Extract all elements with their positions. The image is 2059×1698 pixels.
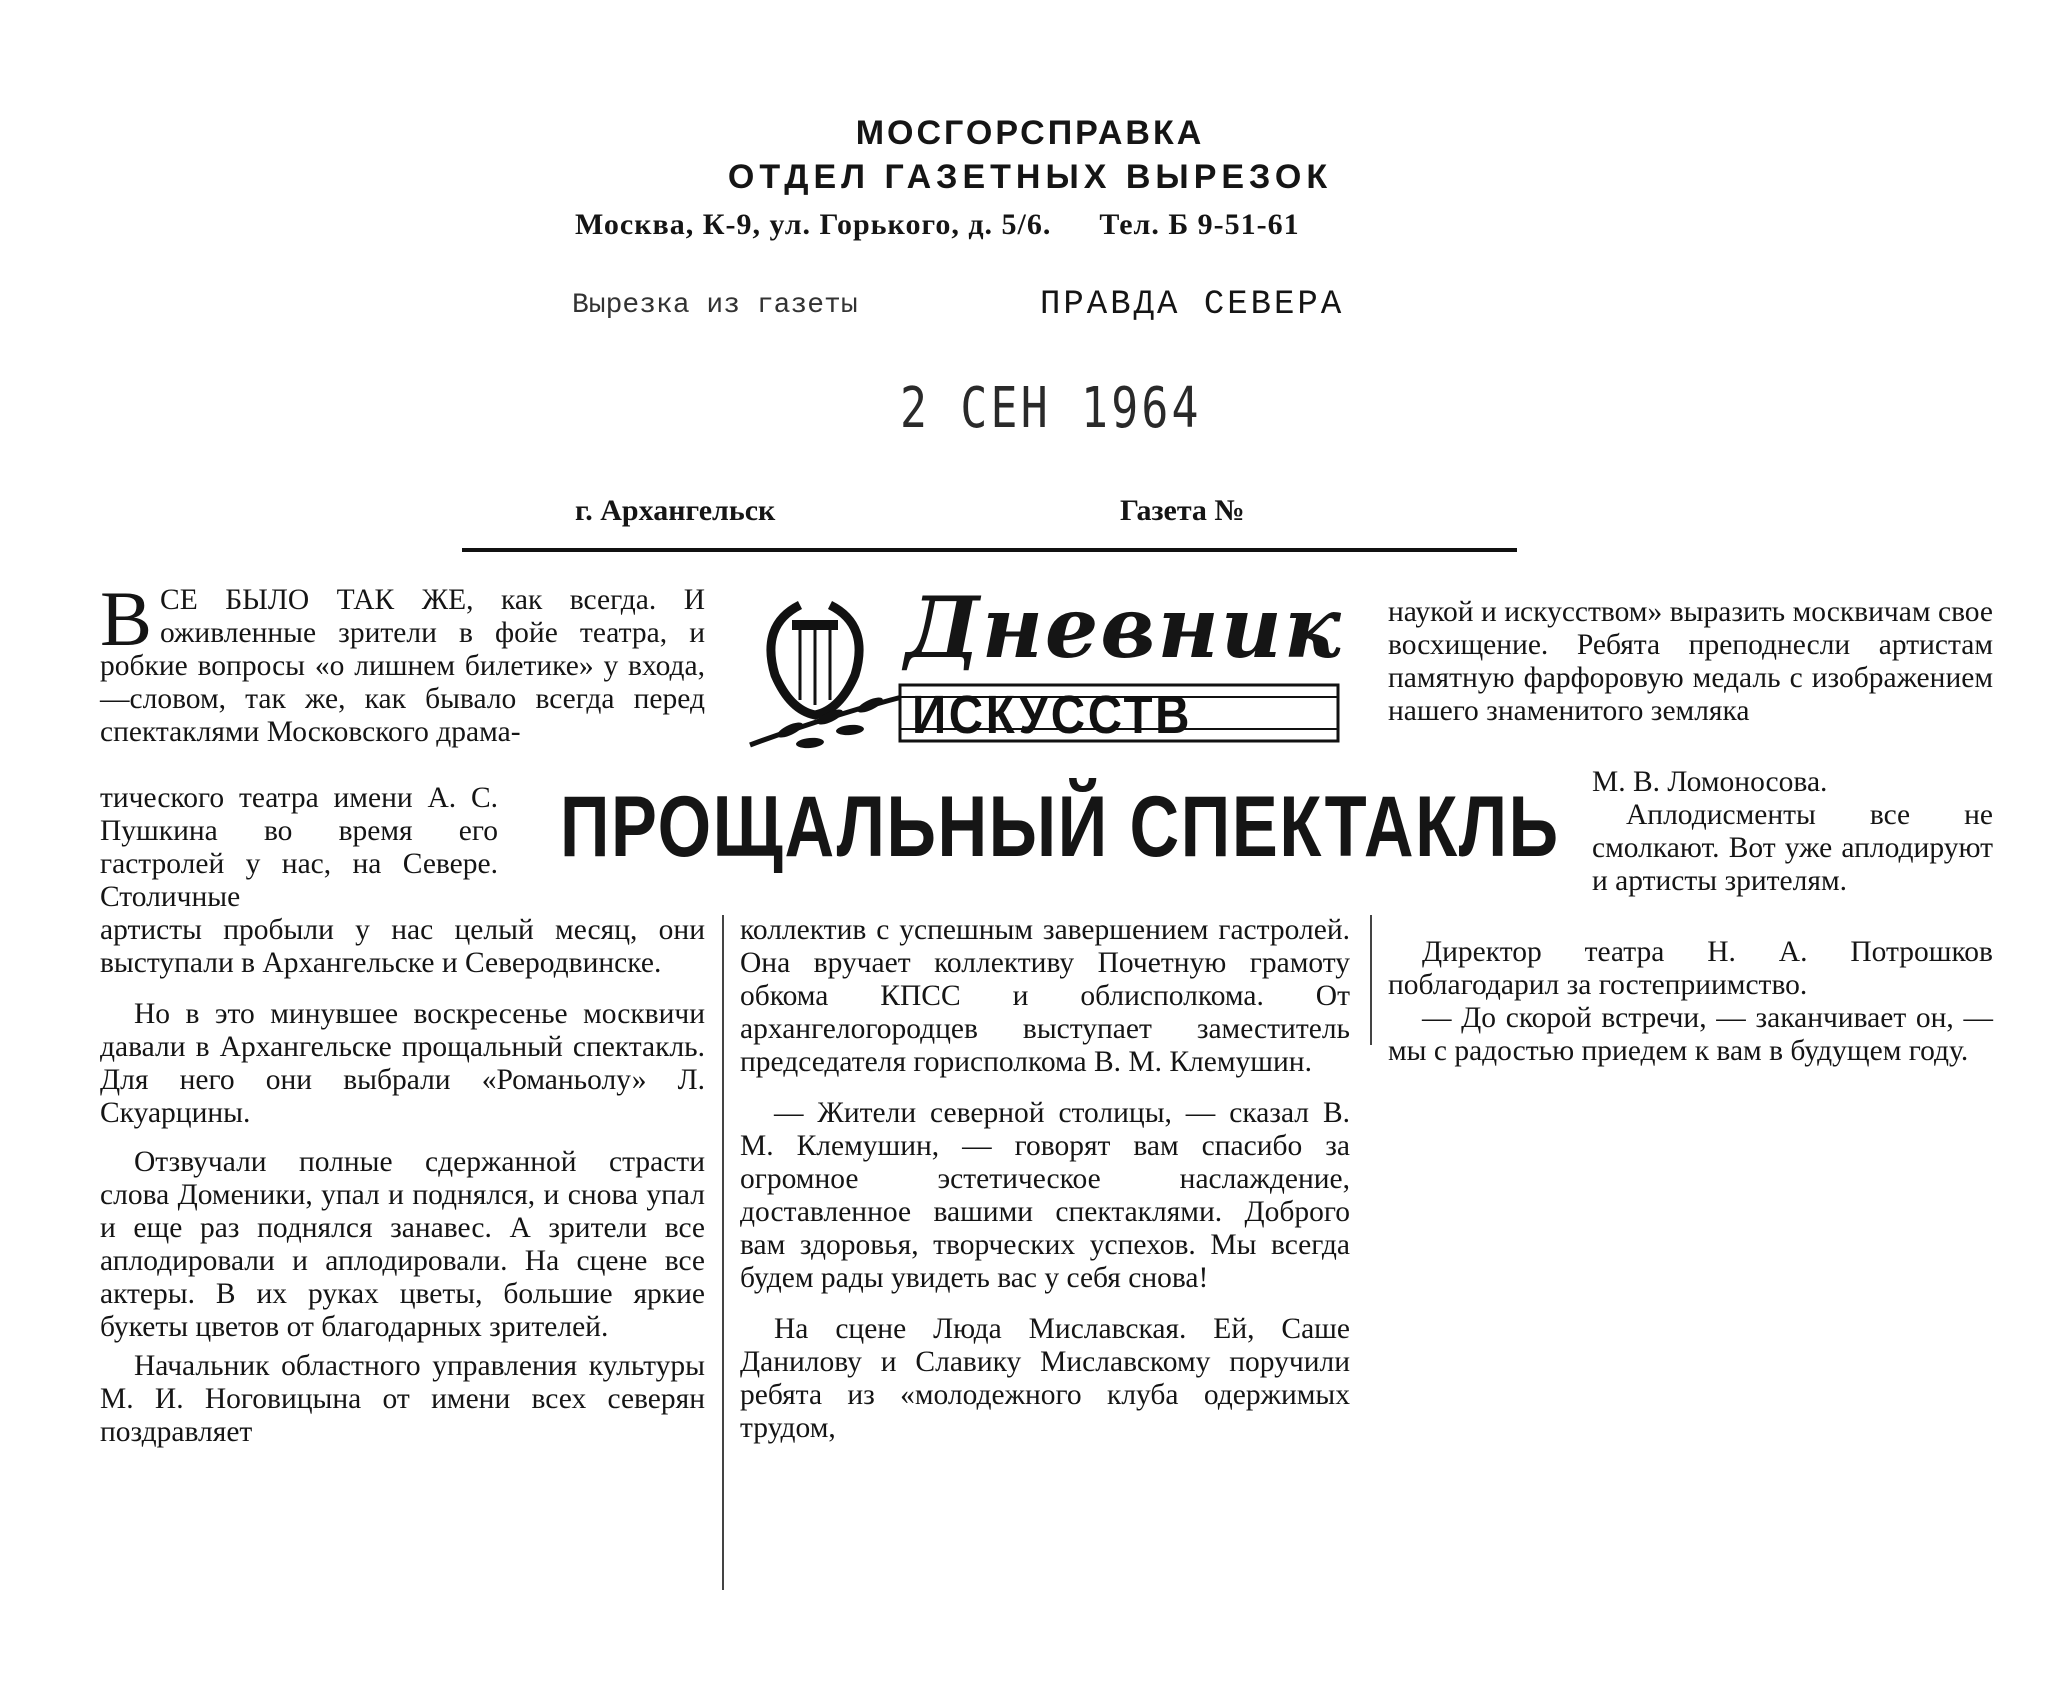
phone-text: Тел. Б 9-51-61 — [1099, 208, 1300, 241]
agency-title: МОСГОРСПРАВКА — [855, 114, 1205, 152]
paragraph: На сцене Люда Миславская. Ей, Саше Данилову и Славику Миславскому поручили ребята из «молодежного клуба одержимых трудом, — [740, 1313, 1350, 1444]
column-3-intro: наукой и искусством» выразить москвичам свое восхищение. Ребята преподнесли артистам памятную фарфоровую медаль с изображением нашего знаменитого земляка — [1388, 596, 1993, 727]
paragraph: коллектив с успешным завершением гастролей. Она вручает коллективу Почетную грамоту обкома КПСС и облисполкома. От архангелогородцев выступает заместитель председателя горисполкома В. М. Клемушин. — [740, 914, 1350, 1078]
date-stamp: 2 СЕН 1964 — [900, 376, 1202, 441]
gazette-number-label: Газета № — [1120, 494, 1245, 527]
department-title: ОТДЕЛ ГАЗЕТНЫХ ВЫРЕЗОК — [727, 158, 1333, 196]
lyre-icon — [771, 605, 859, 715]
paragraph: Отзвучали полные сдержанной страсти слова Доменики, упал и поднялся, и снова упал и еще раз поднялся занавес. А зрители все аплодировали и аплодировали. На сцене все актеры. В их руках цветы, большие яркие букеты цветов от благодарных зрителей. — [100, 1146, 705, 1343]
column-3-wrap — [1592, 766, 1993, 898]
article-headline: ПРОЩАЛЬНЫЙ СПЕКТАКЛЬ — [560, 779, 1560, 875]
paragraph: артисты пробыли у нас целый месяц, они выступали в Архангельске и Северодвинске. — [100, 914, 705, 979]
column-2-body — [740, 914, 1350, 1445]
paragraph: — До скорой встречи, — заканчивает он, — мы с радостью приедем к вам в будущем году. — [1388, 1002, 1993, 1067]
paragraph: — Жители северной столицы, — сказал В. М. Клемушин, — говорят вам спасибо за огромное эстетическое наслаждение, доставленное вашими спектаклями. Доброго вам здоровья, творческих успехов. Мы всегда будем рады увидеть вас у себя снова! — [740, 1097, 1350, 1294]
column-1-intro — [100, 575, 705, 749]
header-divider — [462, 548, 1517, 552]
column-1-body — [100, 914, 705, 1449]
newspaper-name: ПРАВДА СЕВЕРА — [1040, 286, 1345, 324]
cut-from-label: Вырезка из газеты — [572, 290, 858, 321]
address-text: Москва, К-9, ул. Горького, д. 5/6. — [575, 208, 1052, 241]
column-divider — [722, 915, 724, 1590]
column-3-body — [1388, 936, 1993, 1068]
paragraph: Директор театра Н. А. Потрошков поблагодарил за гостеприимство. — [1388, 936, 1993, 1001]
column-divider — [1370, 915, 1372, 1045]
drop-cap: В — [100, 575, 153, 662]
city-label: г. Архангельск — [575, 494, 776, 527]
column-1-wrap: тического театра имени А. С. Пушкина во время его гастролей у нас, на Севере. Столичные — [100, 782, 498, 913]
paragraph: Начальник областного управления культуры М. И. Ноговицына от имени всех северян поздравляет — [100, 1350, 705, 1448]
address-line — [575, 208, 1515, 242]
paragraph: М. В. Ломоносова. — [1592, 766, 1828, 798]
intro-text: СЕ БЫЛО ТАК ЖЕ, как всегда. И оживленные зрители в фойе театра, и робкие вопросы «о лишнем билетике» у входа,—словом, так же, как бывало всегда перед спектаклями Московского драма- — [100, 584, 705, 748]
rubric-script-title: Дневник — [905, 578, 1343, 677]
paragraph: Но в это минувшее воскресенье москвичи давали в Архангельске прощальный спектакль. Для него они выбрали «Романьолу» Л. Скуарцины. — [100, 998, 705, 1129]
rubric-word-title: ИСКУССТВ — [912, 685, 1193, 745]
laurel-branch-icon — [750, 695, 910, 750]
paragraph: Аплодисменты все не смолкают. Вот уже аплодируют и артисты зрителям. — [1592, 799, 1993, 897]
